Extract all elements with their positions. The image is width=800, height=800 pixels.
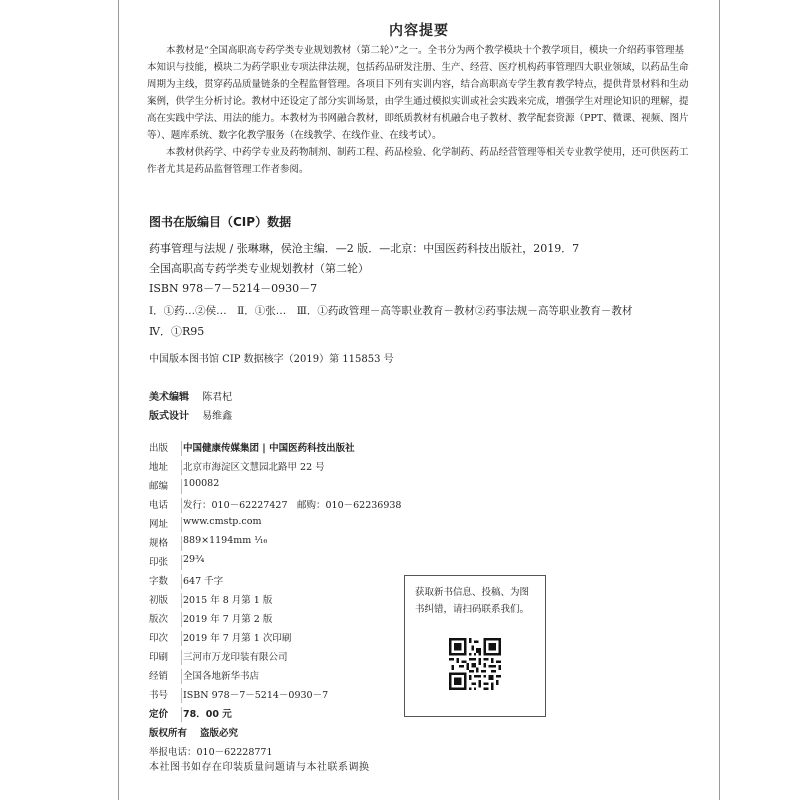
qr-caption: 获取新书信息、投稿、为图书纠错，请扫码联系我们。 xyxy=(415,587,530,615)
cip-line-2: 全国高职高专药学类专业规划教材（第二轮） xyxy=(149,262,369,275)
art-editor-label: 美术编辑 xyxy=(149,392,189,403)
info-row-format: 规格 889×1194mm ¹⁄₁₆ xyxy=(149,535,268,549)
abstract-paragraph-2: 本教材供药学、中药学专业及药物制剂、制药工程、药品检验、化学制药、药品经营管理等相关专业教学使用，还可供医药工作者尤其是药品监督管理工作者参阅。 xyxy=(147,147,689,175)
info-row-printing: 印次 2019 年 7 月第 1 次印刷 xyxy=(149,633,292,644)
info-row-isbn: 书号 ISBN 978－7－5214－0930－7 xyxy=(149,690,329,701)
info-row-first-edition: 初版 2015 年 8 月第 1 版 xyxy=(149,595,273,606)
cip-heading: 图书在版编目（CIP）数据 xyxy=(149,215,292,229)
info-row-copyright: 版权所有 盗版必究 xyxy=(149,728,239,739)
qr-box xyxy=(404,575,546,717)
art-editor-name: 陈君杞 xyxy=(202,392,233,403)
info-row-publisher: 出版 中国健康传媒集团 | 中国医药科技出版社 xyxy=(149,443,355,454)
info-row-postcode: 邮编 100082 xyxy=(149,478,220,492)
layout-designer xyxy=(149,407,232,422)
info-row-edition: 版次 2019 年 7 月第 2 版 xyxy=(149,614,273,625)
qr-code-icon[interactable] xyxy=(449,638,501,690)
info-row-sheets: 印张 29¾ xyxy=(149,554,205,568)
info-row-price: 定价 78．00 元 xyxy=(149,709,232,720)
info-row-distributor: 经销 全国各地新华书店 xyxy=(149,671,260,682)
copyright-page xyxy=(118,0,720,800)
cip-line-4: Ⅰ．①药…②侯… Ⅱ．①张… Ⅲ．①药政管理－高等职业教育－教材②药事法规－高等职业教育－教材 xyxy=(149,305,633,317)
abstract-paragraph-1: 本教材是“全国高职高专药学类专业规划教材（第二轮）”之一。全书分为两个教学模块十个教学项目，模块一介绍药事管理基本知识与技能，模块二为药学职业专项法律法规，包括药品研发注册、生产、经营、医疗机构药事管理四大职业领域，以药品生命周期为主线，贯穿药品质量链条的全程监督管理。各项目下列有实训内容，结合高职高专学生教育教学特点，提供背景材料和生动案例，供学生分析讨论。教材中还设定了部分实训场景，由学生通过模拟实训或社会实践来完成，增强学生对理论知识的理解，提高在实践中学法、用法的能力。本教材为书网融合教材，即纸质教材有机融合电子教材、教学配套资源（PPT、微课、视频、图片等）、题库系统、数字化教学服务（在线教学、在线作业、在线考试）。 xyxy=(147,45,689,141)
info-row-report-phone: 举报电话：010－62228771 xyxy=(149,747,273,758)
info-row-word-count: 字数 647 千字 xyxy=(149,576,224,587)
layout-designer-label: 版式设计 xyxy=(149,411,189,422)
abstract xyxy=(147,42,691,178)
art-editor xyxy=(149,388,232,403)
cip-line-3: ISBN 978－7－5214－0930－7 xyxy=(149,282,318,295)
info-row-address: 地址 北京市海淀区文慧园北路甲 22 号 xyxy=(149,462,325,473)
footer-note: 本社图书如存在印装质量问题请与本社联系调换 xyxy=(149,762,370,773)
cip-line-5: Ⅳ．①R95 xyxy=(149,325,205,338)
layout-designer-name: 易维鑫 xyxy=(202,411,233,422)
info-row-printer: 印刷 三河市万龙印装有限公司 xyxy=(149,652,288,663)
info-row-website: 网址 www.cmstp.com xyxy=(149,516,262,530)
page-title: 内容提要 xyxy=(389,23,449,39)
cip-record-number: 中国版本图书馆 CIP 数据核字（2019）第 115853 号 xyxy=(149,354,394,365)
cip-line-1: 药事管理与法规 / 张琳琳，侯沧主编．—2 版．—北京：中国医药科技出版社，2019．7 xyxy=(149,242,580,255)
info-row-phone: 电话 发行：010－62227427 邮购：010－62236938 xyxy=(149,500,402,511)
